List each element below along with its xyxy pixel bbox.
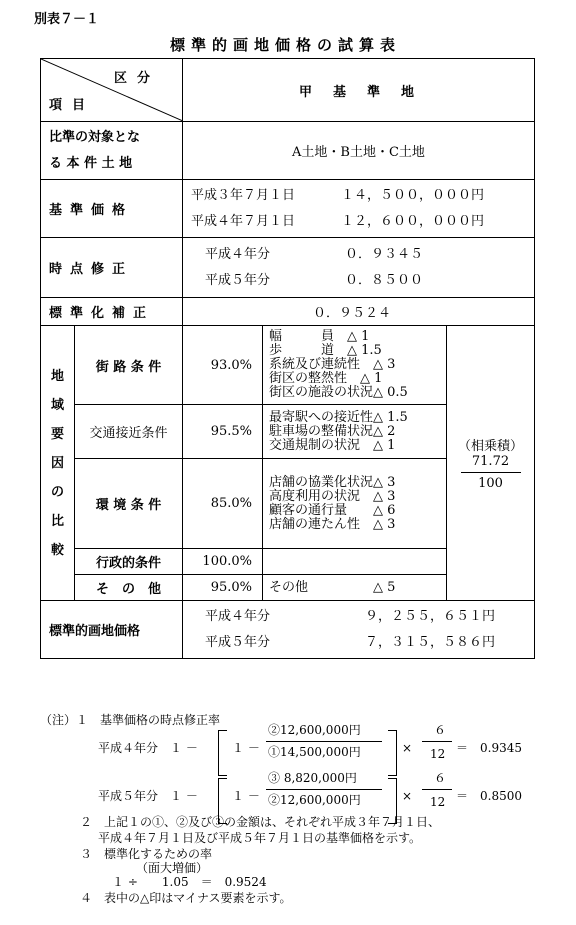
header-koumoku: 項目 [49,98,96,113]
factor-item: 高度利用の状況 △ 3 [269,488,396,504]
factor-item: その他 △ 5 [269,579,396,595]
factor-row-street [41,326,535,405]
formula-2-numerator: ③ 8,820,000円 [268,771,357,785]
formula-1-twelve: 12 [430,747,446,761]
factor-item: 店舗の連たん性 △ 3 [269,516,396,532]
regional-char: 域 [50,397,64,413]
parcel-price-year-1: 平成４年分 [205,608,271,624]
header-row [41,59,535,122]
time-adjust-year-1: 平成４年分 [205,246,271,262]
note-1-head: （注）１ 基準価格の時点修正率 [40,713,221,727]
product-fraction-line [461,472,521,473]
time-adjust-value-2: ０．８５００ [345,272,424,288]
formula-1-open-bracket [218,730,227,776]
formula-2-six-line [422,789,452,790]
formula-1-six: ６ [434,723,447,737]
product-cell [447,326,535,601]
factor-name: 交通接近条件 [75,405,183,459]
parcel-price-label: 標準的画地価格 [41,601,183,659]
parcel-price-amount-2: ７，３１５，５８６円 [365,634,496,650]
factor-items [263,575,447,601]
regional-char: 較 [50,542,64,558]
formula-1-numerator: ②12,600,000円 [268,723,361,737]
factor-name: 行政的条件 [75,549,183,575]
formula-2-fraction-line [266,789,382,790]
formula-2-times: × [402,789,413,803]
formula-1-six-line [422,741,452,742]
regional-char: 地 [50,368,64,384]
factor-items [263,326,447,405]
formula-2-denominator: ②12,600,000円 [268,793,361,807]
base-price-date-2: 平成４年７月１日 [191,213,296,229]
factor-pct: 95.5% [183,405,263,459]
standardize-row [41,298,535,326]
product-denominator: 100 [478,476,503,491]
factor-pct: 95.0% [183,575,263,601]
comparison-label [41,122,183,180]
note-2-line1: ２ 上記１の①、②及び③の金額は、それぞれ平成３年７月１日、 [80,815,441,829]
time-adjust-row [41,238,535,298]
formula-1-inner: １ － [232,741,260,755]
standardize-label: 標準化補正 [41,298,183,326]
base-price-amount-2: １２，６００，０００円 [341,213,485,229]
factor-pct: 85.0% [183,459,263,549]
factor-pct: 93.0% [183,326,263,405]
base-price-date-1: 平成３年７月１日 [191,187,296,203]
time-adjust-value-1: ０．９３４５ [345,246,424,262]
formula-2-six: ６ [434,771,447,785]
factor-pct: 100.0% [183,549,263,575]
factor-items [263,405,447,459]
comparison-label-line2: る 本 件 土 地 [49,155,133,171]
formula-2-result: ＝ 0.8500 [456,789,522,803]
time-adjust-year-2: 平成５年分 [205,272,271,288]
factor-item: 交通規制の状況 △ 1 [269,437,396,453]
factor-items-empty [263,549,447,575]
regional-char: の [50,484,64,500]
product-value: 71.72 [471,454,510,469]
header-kubun: 区分 [113,71,160,86]
time-adjust-values [183,238,535,298]
factor-item: 街区の整然性 △ 1 [269,371,383,386]
note-4: ４ 表中の△印はマイナス要素を示す。 [80,891,292,905]
comparison-value: A土地・B土地・C土地 [183,122,535,180]
base-price-amount-1: １４，５００，０００円 [341,187,485,203]
regional-label [41,326,75,601]
factor-item: 街区の施設の状況△ 0.5 [269,385,408,400]
factor-item: 歩 道 △ 1.5 [269,343,382,358]
base-price-values [183,180,535,238]
note-3-line1: ３ 標準化するための率 [80,847,213,861]
base-price-label: 基準価格 [41,180,183,238]
base-price-row [41,180,535,238]
time-adjust-label: 時点修正 [41,238,183,298]
factor-item: 幅 員 △ 1 [269,329,370,344]
formula-2-inner: １ － [232,789,260,803]
formula-1-denominator: ①14,500,000円 [268,745,361,759]
factor-name: 街 路 条 件 [75,326,183,405]
parcel-price-row [41,601,535,659]
note-3-line2: （面大増価） [136,861,209,875]
standardize-value: ０．９５２４ [183,298,535,326]
factor-item: 系統及び連続性 △ 3 [269,357,396,372]
formula-1-fraction-line [266,741,382,742]
factor-name: 環 境 条 件 [75,459,183,549]
formula-2-year: 平成５年分 １ － [98,789,198,803]
parcel-price-year-2: 平成５年分 [205,634,271,650]
product-label: （相乗積） [457,439,523,454]
column-title: 甲 基 準 地 [183,59,535,122]
header-diagonal-cell [41,59,183,122]
note-2-line2: 平成４年７月１日及び平成５年７月１日の基準価格を示す。 [98,831,422,845]
comparison-row [41,122,535,180]
regional-char: 要 [50,426,64,442]
formula-1-times: × [402,741,413,755]
trial-calculation-table [40,58,535,659]
factor-name: そ の 他 [75,575,183,601]
formula-1-result: ＝ 0.9345 [456,741,522,755]
factor-item: 店舗の協業化状況△ 3 [269,474,396,490]
comparison-label-line1: 比準の対象とな [49,129,141,145]
regional-char: 比 [50,513,64,529]
note-3-line3: １ ÷ 1.05 ＝ 0.9524 [112,875,267,889]
factor-item: 顧客の通行量 △ 6 [269,502,396,518]
factor-items [263,459,447,549]
parcel-price-values [183,601,535,659]
page-label: 別表７－１ [34,12,100,27]
parcel-price-amount-1: ９，２５５，６５１円 [365,608,496,624]
formula-1-year: 平成４年分 １ － [98,741,198,755]
formula-2-twelve: 12 [430,795,446,809]
regional-char: 因 [50,455,64,471]
factor-item: 駐車場の整備状況△ 2 [269,423,396,439]
factor-item: 最寄駅への接近性△ 1.5 [269,409,408,425]
formula-1-close-bracket [388,730,397,776]
page-title: 標準的画地価格の試算表 [170,36,402,54]
